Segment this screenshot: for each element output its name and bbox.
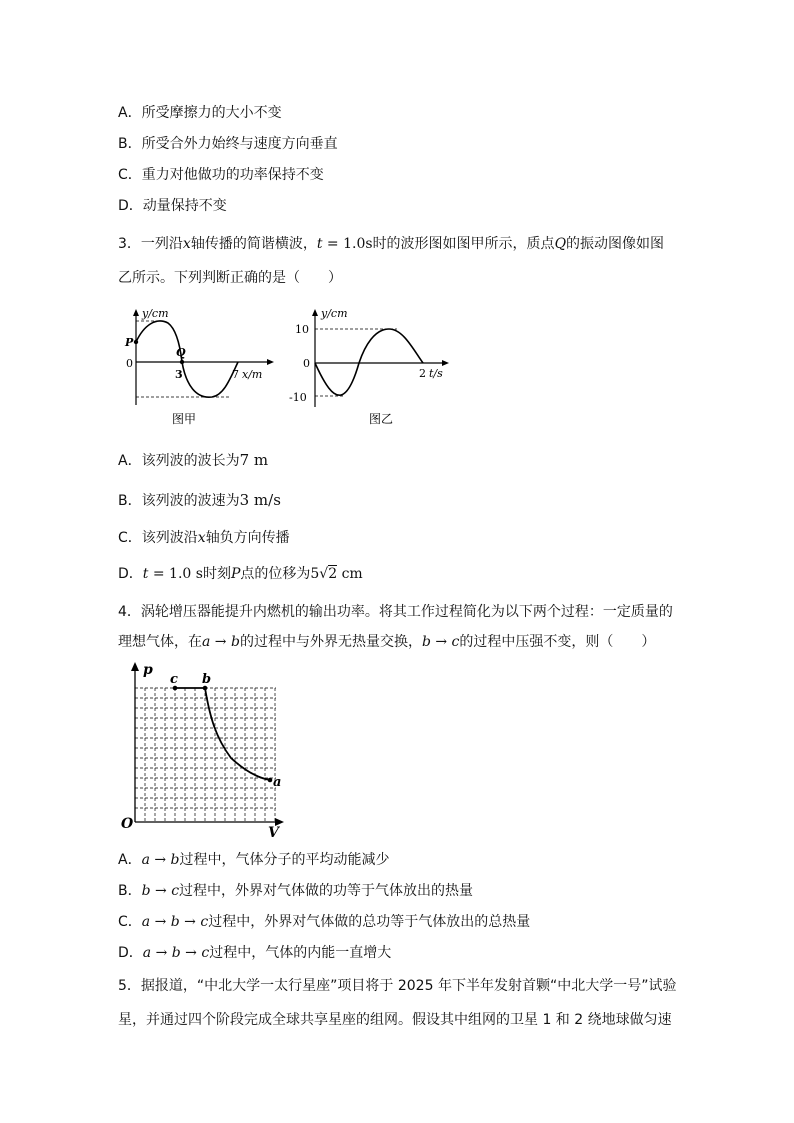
fig1-ylabel: y/cm [142,307,169,320]
q2-option-a: A．所受摩擦力的大小不变 [118,105,282,121]
fig2-xlabel: t/s [429,367,443,380]
fig1-x-arrow [267,359,274,365]
q2-option-c: C．重力对他做功的功率保持不变 [118,167,324,183]
fig1-tick-3: 3 [175,368,183,381]
fig1-label-p: P [125,336,134,349]
fig1-caption: 图甲 [172,412,197,426]
fig2-x-arrow [442,360,449,366]
q3-option-d: D．t = 1.0 s时刻P点的位移为5√2 cm [118,566,363,582]
fig1-wave-curve [136,321,238,397]
fig2-wave-curve [315,329,423,395]
pv-label-o: O [121,816,134,832]
fig2-ylabel: y/cm [321,307,348,320]
q3-figure-vibration [285,305,455,430]
fig2-tick-m10: -10 [289,391,307,404]
fig2-tick-10: 10 [295,323,309,336]
q5-stem-line2: 星，并通过四个阶段完成全球共享星座的组网。假设其中组网的卫星 1 和 2 绕地球做匀速 [118,1012,672,1028]
q5-stem-line1: 5．据报道，“中北大学一太行星座”项目将于 2025 年下半年发射首颗“中北大学一号”试验 [118,978,677,994]
q3-stem-line1: 3．一列沿x轴传播的简谐横波，t = 1.0s时的波形图如图甲所示，质点Q的振动图像如图 [118,236,665,252]
fig2-caption: 图乙 [369,412,394,426]
q4-stem-line2: 理想气体，在a → b的过程中与外界无热量交换，b → c的过程中压强不变，则（ ） [118,634,656,650]
q4-option-d: D．a → b → c过程中，气体的内能一直增大 [118,945,392,961]
fig2-tick-2: 2 [419,367,426,380]
pv-y-arrow [131,662,139,671]
q3-stem-line2: 乙所示。下列判断正确的是（ ） [118,270,342,286]
pv-label-a: a [273,775,282,790]
fig1-y-arrow [133,309,139,316]
q4-option-a: A．a → b过程中，气体分子的平均动能减少 [118,852,390,868]
pv-label-b: b [202,672,212,687]
fig2-y-arrow [312,309,318,316]
q4-option-b: B．b → c过程中，外界对气体做的功等于气体放出的热量 [118,883,474,899]
fig1-xlabel: x/m [242,368,263,381]
q3-figure-wave [120,305,280,430]
pv-label-c: c [170,672,178,687]
fig1-zero: 0 [126,357,133,370]
pv-grid [135,688,276,822]
pv-label-p: p [143,662,153,678]
q2-option-d: D．动量保持不变 [118,198,227,214]
sqrt-symbol: √ [319,566,329,582]
pv-point-a [268,778,273,783]
q4-option-c: C．a → b → c过程中，外界对气体做的总功等于气体放出的总热量 [118,914,531,930]
q3-option-b: B．该列波的波速为3 m/s [118,491,281,509]
fig1-tick-7: 7 [232,368,239,381]
q4-pv-graph [116,658,296,838]
pv-label-v: V [268,825,279,838]
q2-option-b: B．所受合外力始终与速度方向垂直 [118,136,338,152]
q3-option-a: A．该列波的波长为7 m [118,451,269,469]
q3-option-c: C．该列波沿x轴负方向传播 [118,530,290,546]
fig1-point-p [134,340,138,344]
fig1-label-q: Q [176,346,186,359]
fig1-point-q [180,360,184,364]
fig2-zero: 0 [303,357,310,370]
q4-stem-line1: 4．涡轮增压器能提升内燃机的输出功率。将其工作过程简化为以下两个过程：一定质量的 [118,604,673,620]
